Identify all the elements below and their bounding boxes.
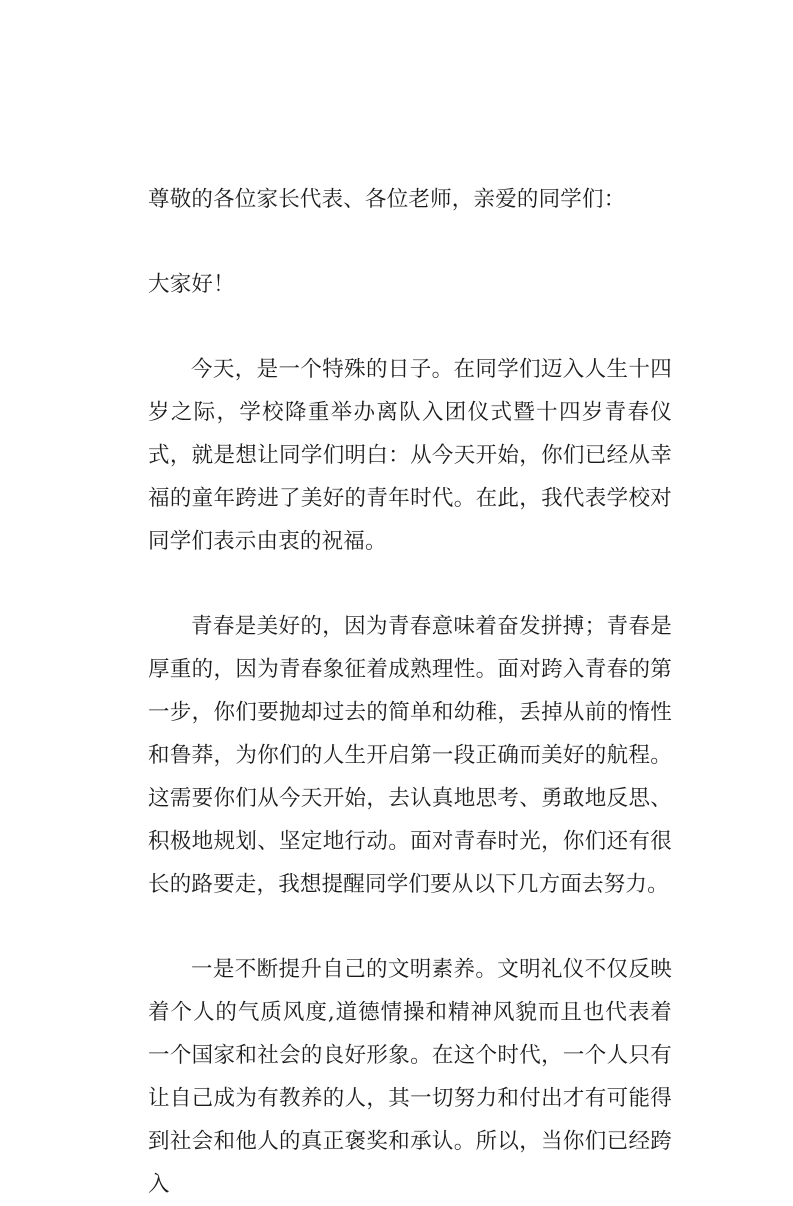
paragraph-greeting: 大家好！ [148,272,235,297]
document-text-body [148,178,672,1206]
paragraph-youth: 青春是美好的，因为青春意味着奋发拼搏；青春是厚重的，因为青春象征着成熟理性。面对跨入青春的第一步，你们要抛却过去的简单和幼稚，丢掉从前的惰性和鲁莽，为你们的人生开启第一段正确而美好的航程。这需要你们从今天开始，去认真地思考、勇敢地反思、积极地规划、坚定地行动。面对青春时光，你们还有很长的路要走，我想提醒同学们要从以下几方面去努力。 [148,614,672,897]
paragraph-salutation: 尊敬的各位家长代表、各位老师，亲爱的同学们： [148,187,626,212]
paragraph-point-one: 一是不断提升自己的文明素养。文明礼仪不仅反映着个人的气质风度,道德情操和精神风貌而且也代表着一个国家和社会的良好形象。在这个时代，一个人只有让自己成为有教养的人，其一切努力和付出才有可能得到社会和他人的真正褒奖和承认。所以，当你们已经跨入 [148,957,672,1197]
paragraph-opening: 今天，是一个特殊的日子。在同学们迈入人生十四岁之际，学校降重举办离队入团仪式暨十四岁青春仪式，就是想让同学们明白：从今天开始，你们已经从幸福的童年跨进了美好的青年时代。在此，我代表学校对同学们表示由衷的祝福。 [148,357,672,554]
